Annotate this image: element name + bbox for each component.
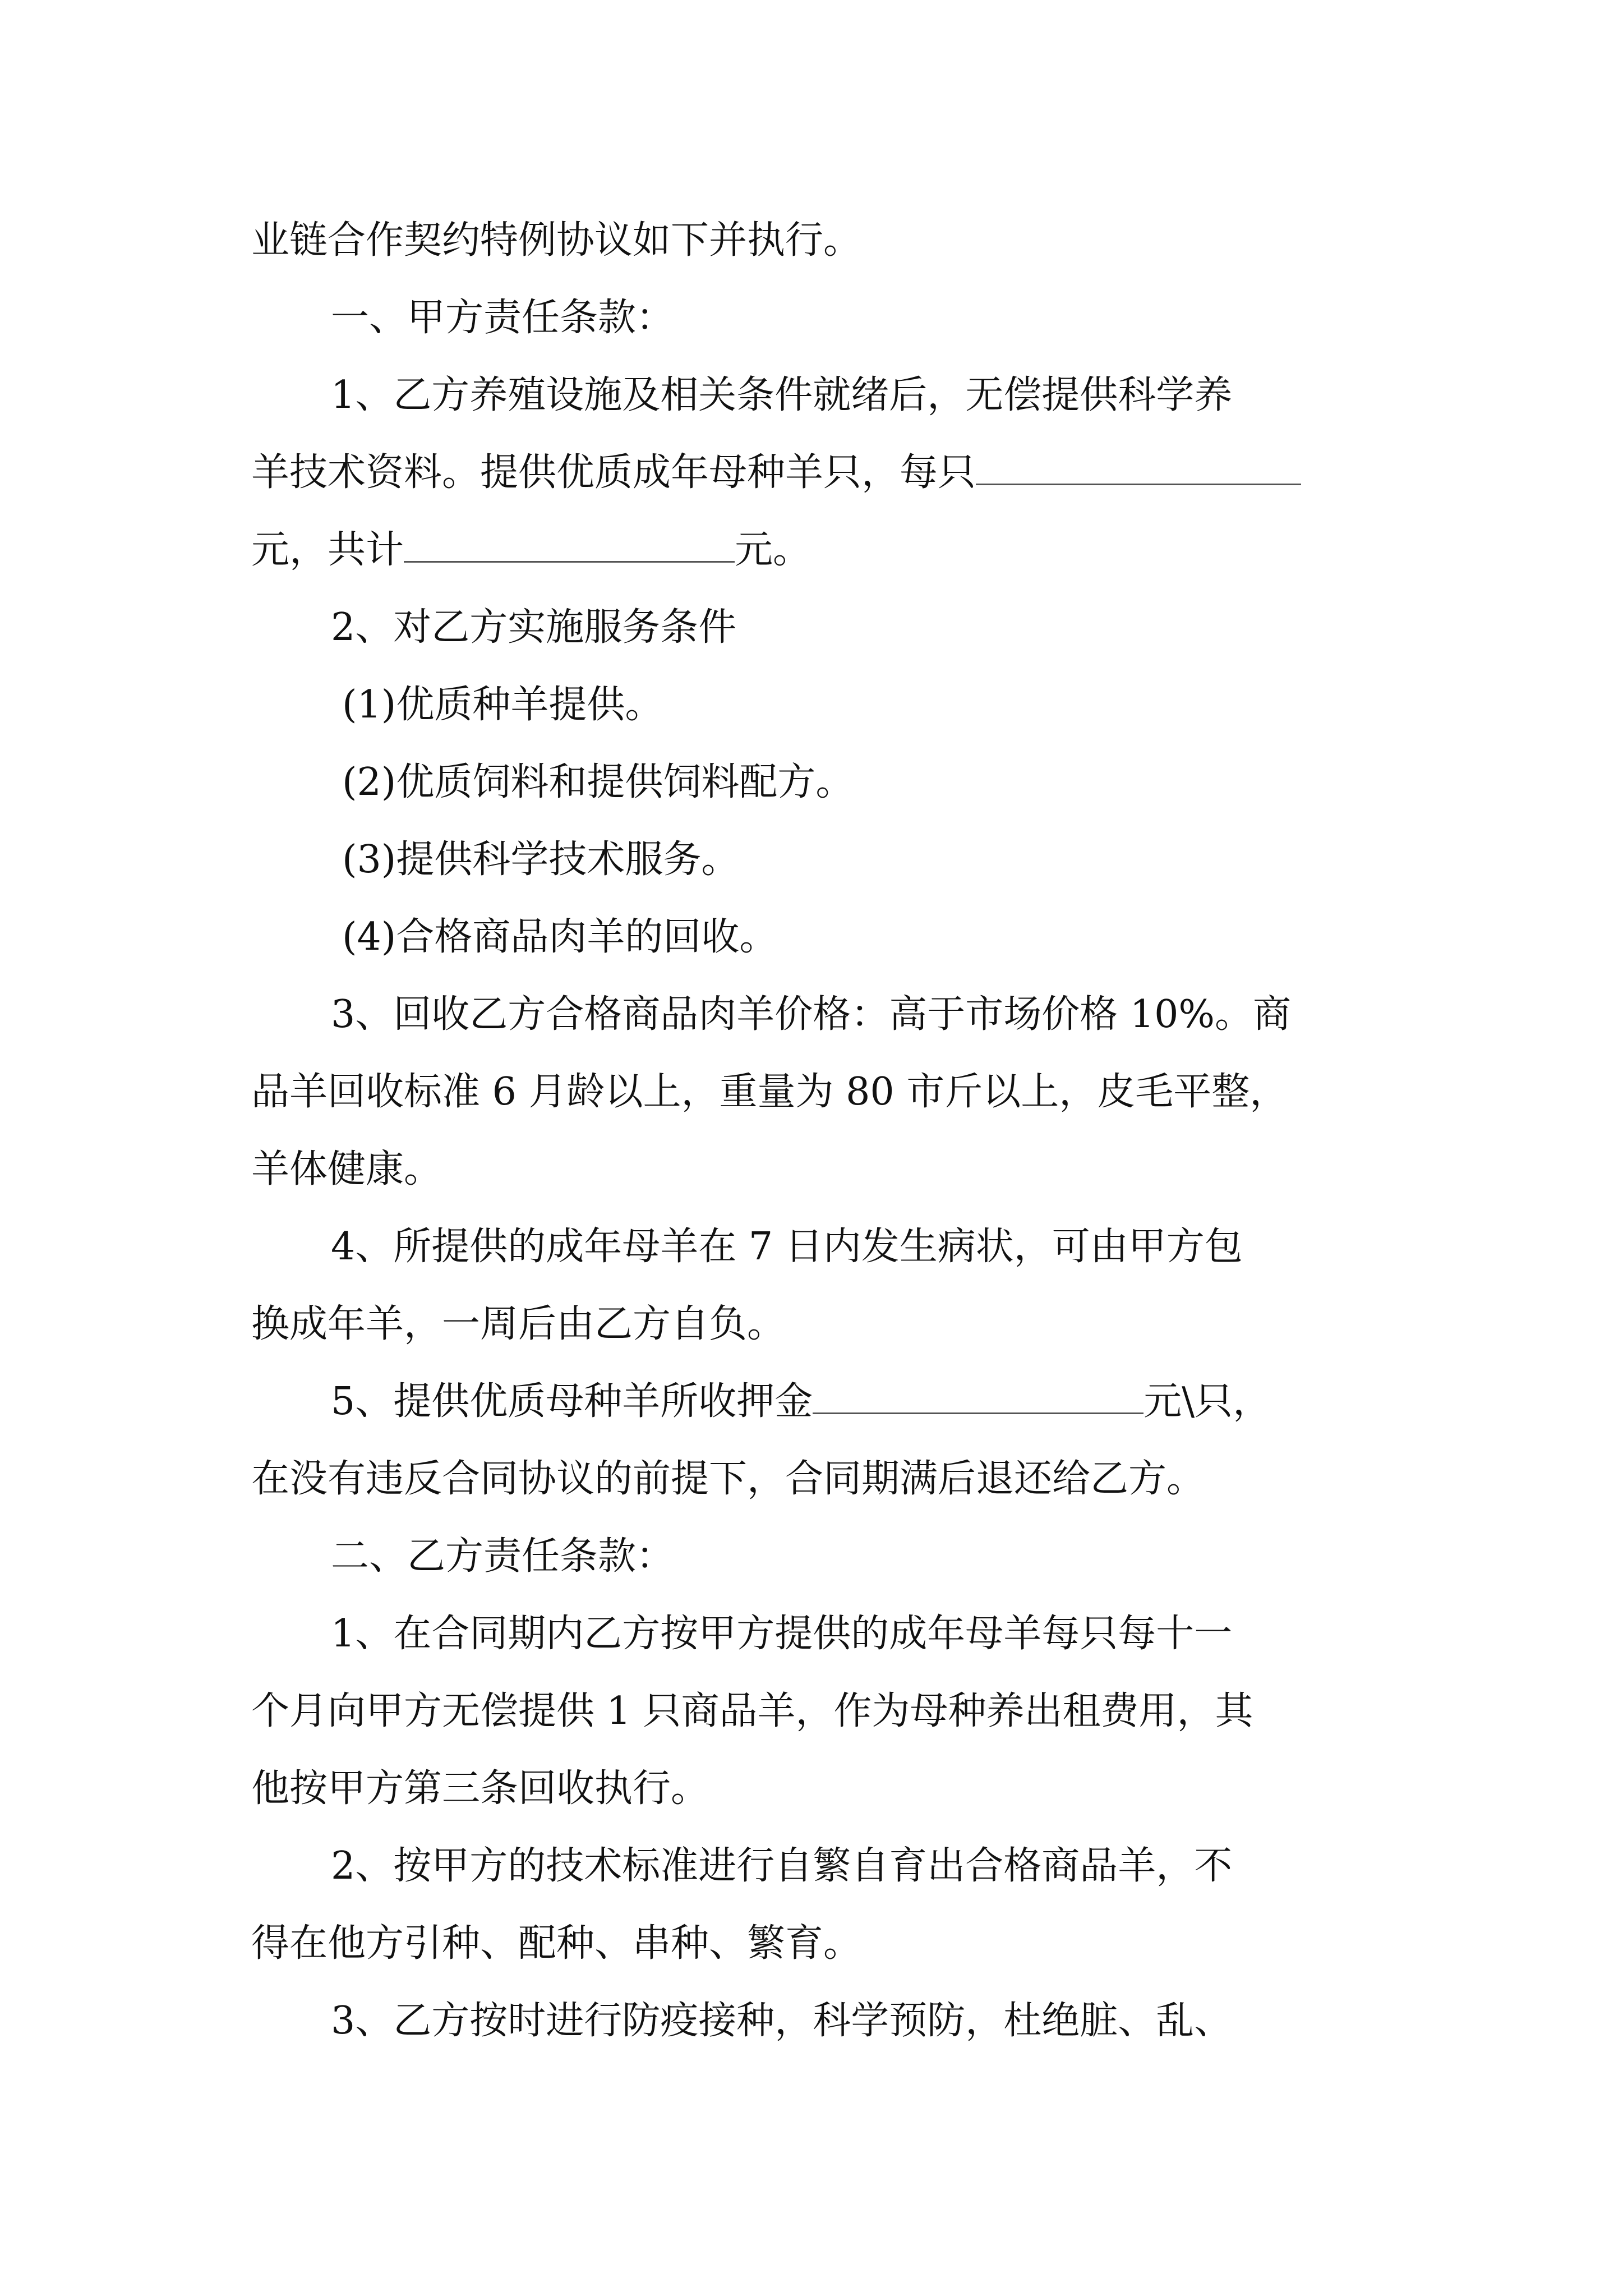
line-text: (1)优质种羊提供。 <box>342 683 663 727</box>
deposit-blank <box>813 1373 1144 1414</box>
total-price-blank <box>404 522 735 563</box>
line-text: 业链合作契约特例协议如下并执行。 <box>251 218 862 263</box>
line-text: 二、乙方责任条款： <box>331 1534 675 1579</box>
line-text: 羊体健康。 <box>251 1147 442 1191</box>
paragraph-line <box>251 1673 1400 1750</box>
line-text: 1、乙方养殖设施及相关条件就绪后，无偿提供科学养 <box>331 373 1233 417</box>
line-text: 在没有违反合同协议的前提下，合同期满后退还给乙方。 <box>251 1457 1205 1501</box>
line-text: 2、按甲方的技术标准进行自繁自育出合格商品羊，不 <box>331 1844 1233 1888</box>
line-text: 元\只， <box>1144 1379 1271 1424</box>
paragraph-line <box>251 1131 1400 1208</box>
paragraph-line <box>251 1750 1400 1828</box>
line-text: 1、在合同期内乙方按甲方提供的成年母羊每只每十一 <box>331 1612 1233 1656</box>
paragraph-line <box>251 1286 1400 1363</box>
paragraph-line <box>251 589 1400 666</box>
line-text: (3)提供科学技术服务。 <box>342 838 740 882</box>
line-text: 2、对乙方实施服务条件 <box>331 605 737 650</box>
line-text: 3、乙方按时进行防疫接种，科学预防，杜绝脏、乱、 <box>331 1999 1233 2043</box>
paragraph-line <box>251 357 1400 434</box>
line-text: (4)合格商品肉羊的回收。 <box>342 915 778 959</box>
paragraph-line <box>251 202 1400 279</box>
list-item <box>251 744 1400 821</box>
section-heading <box>251 279 1400 357</box>
section-heading <box>251 1518 1400 1595</box>
line-text: 品羊回收标准 6 月龄以上，重量为 80 市斤以上，皮毛平整， <box>251 1070 1288 1114</box>
line-text: 3、回收乙方合格商品肉羊价格：高于市场价格 10%。商 <box>331 992 1292 1037</box>
paragraph-line <box>251 1905 1400 1982</box>
line-text: 元。 <box>735 528 811 572</box>
line-text: 5、提供优质母种羊所收押金 <box>331 1379 813 1424</box>
list-item <box>251 899 1400 976</box>
line-text: 4、所提供的成年母羊在 7 日内发生病状，可由甲方包 <box>331 1225 1243 1269</box>
line-text: 换成年羊，一周后由乙方自负。 <box>251 1302 786 1346</box>
paragraph-line <box>251 512 1400 589</box>
paragraph-line <box>251 1208 1400 1286</box>
paragraph-line <box>251 1363 1400 1441</box>
price-per-head-blank <box>976 444 1301 485</box>
paragraph-line <box>251 1053 1400 1131</box>
line-text: 他按甲方第三条回收执行。 <box>251 1766 709 1811</box>
list-item <box>251 666 1400 744</box>
paragraph-line <box>251 1982 1400 2060</box>
line-text: 个月向甲方无偿提供 1 只商品羊，作为母种养出租费用，其 <box>251 1689 1253 1733</box>
line-text: 得在他方引种、配种、串种、繁育。 <box>251 1921 862 1966</box>
line-text: (2)优质饲料和提供饲料配方。 <box>342 760 854 804</box>
line-text: 羊技术资料。提供优质成年母种羊只，每只 <box>251 450 976 495</box>
paragraph-line <box>251 976 1400 1053</box>
paragraph-line <box>251 1828 1400 1905</box>
paragraph-line <box>251 434 1400 512</box>
line-text: 元，共计 <box>251 528 404 572</box>
paragraph-line <box>251 1595 1400 1673</box>
document-body <box>251 202 1400 2060</box>
line-text: 一、甲方责任条款： <box>331 296 675 340</box>
list-item <box>251 821 1400 899</box>
paragraph-line <box>251 1441 1400 1518</box>
